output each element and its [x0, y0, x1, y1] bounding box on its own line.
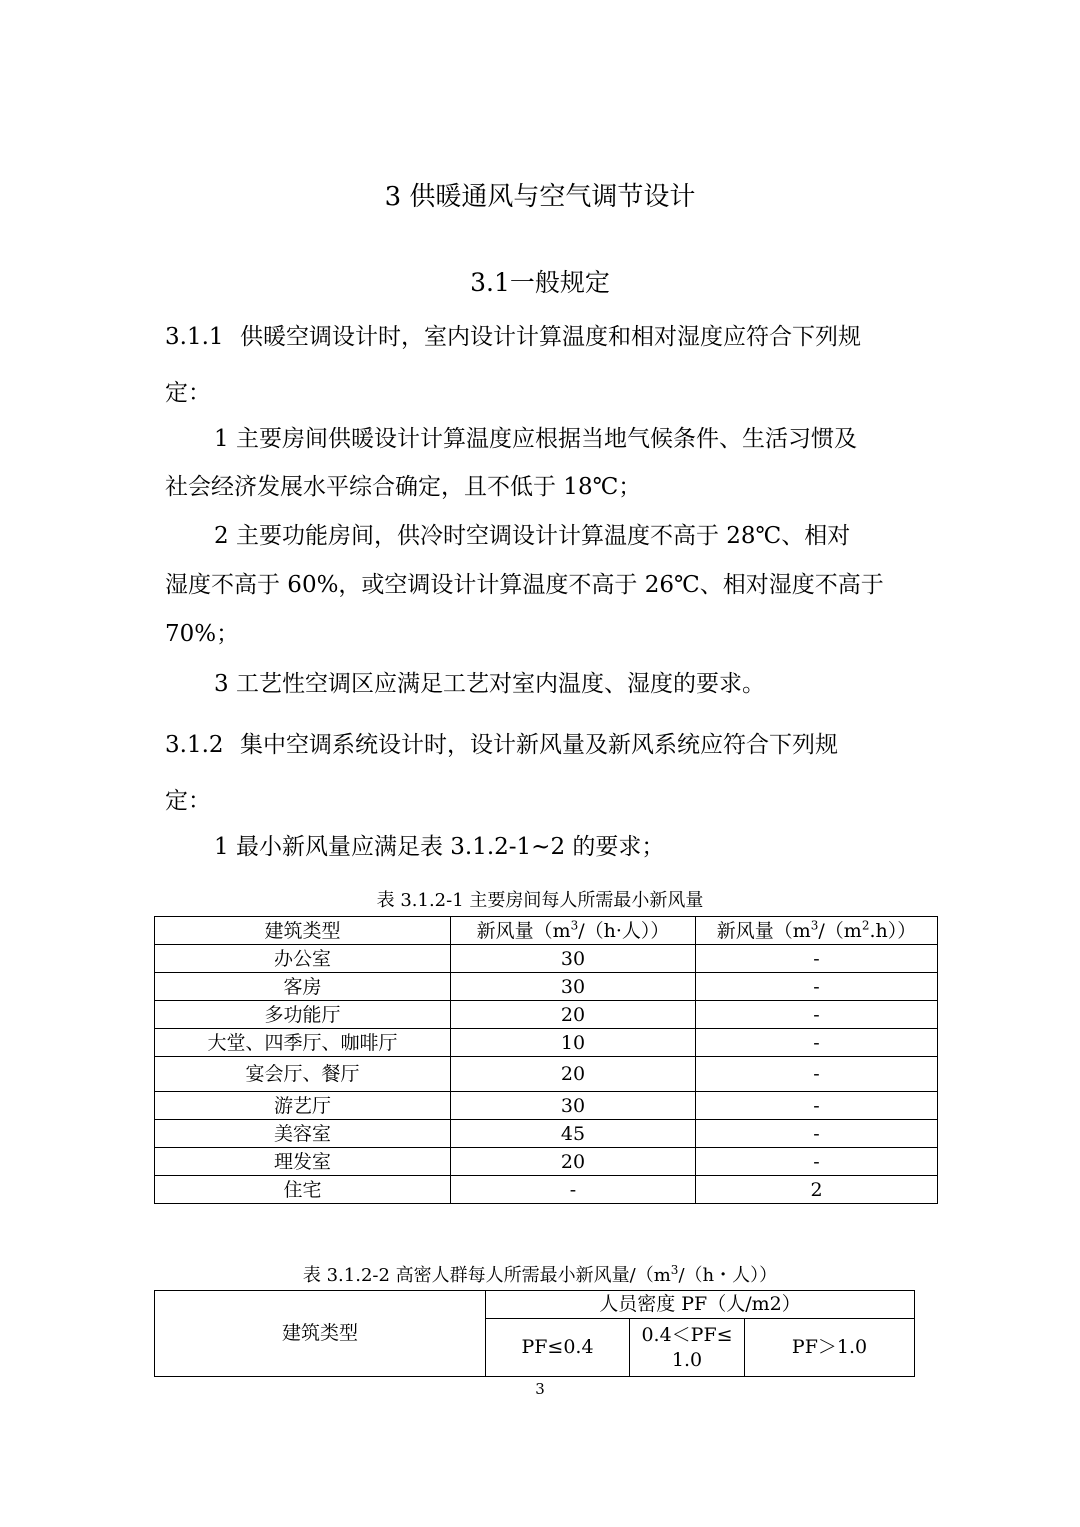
page-number: 3	[535, 1380, 545, 1398]
table2-subheader-high: PF＞1.0	[745, 1319, 915, 1377]
table-row	[155, 1057, 938, 1092]
clause-311-item-3: 3 工艺性空调区应满足工艺对室内温度、湿度的要求。	[214, 671, 765, 697]
cell-type: 客房	[155, 973, 451, 1001]
cell-per-person: 30	[451, 973, 696, 1001]
table2-subheader-mid: 0.4＜PF≤ 1.0	[630, 1319, 745, 1377]
cell-per-person: -	[451, 1176, 696, 1204]
clause-311-item-1-cont: 社会经济发展水平综合确定，且不低于 18℃；	[165, 474, 642, 500]
table2-caption: 表 3.1.2-2 高密人群每人所需最小新风量$/(m^3/(h$・人））	[302, 1263, 778, 1286]
table2-header-row	[155, 1291, 915, 1319]
cell-per-area: -	[696, 1120, 938, 1148]
table1	[154, 916, 938, 1204]
table2	[154, 1290, 915, 1377]
cell-per-person: 20	[451, 1057, 696, 1092]
clause-311-item-2: 2 主要功能房间，供冷时空调设计计算温度不高于 28℃、相对	[214, 523, 851, 549]
table1-caption: 表 3.1.2-1 主要房间每人所需最小新风量	[376, 890, 704, 911]
cell-per-person: 30	[451, 945, 696, 973]
table-row	[155, 1029, 938, 1057]
clause-311-text: 供暖空调设计时，室内设计计算温度和相对湿度应符合下列规	[240, 324, 861, 350]
clause-311-item-2-end: 70%；	[165, 621, 240, 647]
table1-header-row	[155, 917, 938, 945]
cell-per-person: 20	[451, 1148, 696, 1176]
table2-subheader-low: PF≤0.4	[486, 1319, 630, 1377]
table-row	[155, 1092, 938, 1120]
cell-type: 多功能厅	[155, 1001, 451, 1029]
table2-header-type: 建筑类型	[155, 1291, 486, 1377]
cell-type: 理发室	[155, 1148, 451, 1176]
clause-312-number: 3.1.2	[165, 732, 224, 758]
clause-311-item-2-cont: 湿度不高于 60%，或空调设计计算温度不高于 26℃、相对湿度不高于	[165, 572, 884, 598]
table-row	[155, 1120, 938, 1148]
cell-per-person: 30	[451, 1092, 696, 1120]
chapter-title: 3 供暖通风与空气调节设计	[384, 182, 696, 212]
table1-header-per-person: 新风量（$m^3/(h\cdot$人））	[451, 917, 696, 945]
clause-312-text: 集中空调系统设计时，设计新风量及新风系统应符合下列规	[240, 732, 838, 758]
clause-312-item-1: 1 最小新风量应满足表 3.1.2-1~2 的要求；	[214, 834, 665, 860]
clause-311-number: 3.1.1	[165, 324, 224, 350]
cell-per-area: 2	[696, 1176, 938, 1204]
table1-header-per-area: 新风量$(m^3/(m^2.h))$	[696, 917, 938, 945]
cell-per-area: -	[696, 1001, 938, 1029]
cell-per-area: -	[696, 1148, 938, 1176]
clause-311-text-cont: 定：	[165, 380, 211, 406]
cell-type: 游艺厅	[155, 1092, 451, 1120]
cell-per-person: 10	[451, 1029, 696, 1057]
cell-per-area: -	[696, 1092, 938, 1120]
table-row	[155, 945, 938, 973]
cell-per-area: -	[696, 1057, 938, 1092]
cell-type: 大堂、四季厅、咖啡厅	[155, 1029, 451, 1057]
clause-311-item-1: 1 主要房间供暖设计计算温度应根据当地气候条件、生活习惯及	[214, 426, 857, 452]
table2-header-density: 人员密度 PF（人/m2）	[486, 1291, 915, 1319]
section-title: 3.1一般规定	[470, 268, 610, 297]
table1-header-type: 建筑类型	[155, 917, 451, 945]
table-row	[155, 1176, 938, 1204]
table-row	[155, 1148, 938, 1176]
cell-type: 办公室	[155, 945, 451, 973]
cell-type: 住宅	[155, 1176, 451, 1204]
clause-312-text-cont: 定：	[165, 788, 211, 814]
cell-per-area: -	[696, 945, 938, 973]
cell-type: 美容室	[155, 1120, 451, 1148]
cell-per-area: -	[696, 973, 938, 1001]
cell-per-area: -	[696, 1029, 938, 1057]
cell-per-person: 45	[451, 1120, 696, 1148]
cell-type: 宴会厅、餐厅	[155, 1057, 451, 1092]
table-row	[155, 1001, 938, 1029]
cell-per-person: 20	[451, 1001, 696, 1029]
table-row	[155, 973, 938, 1001]
